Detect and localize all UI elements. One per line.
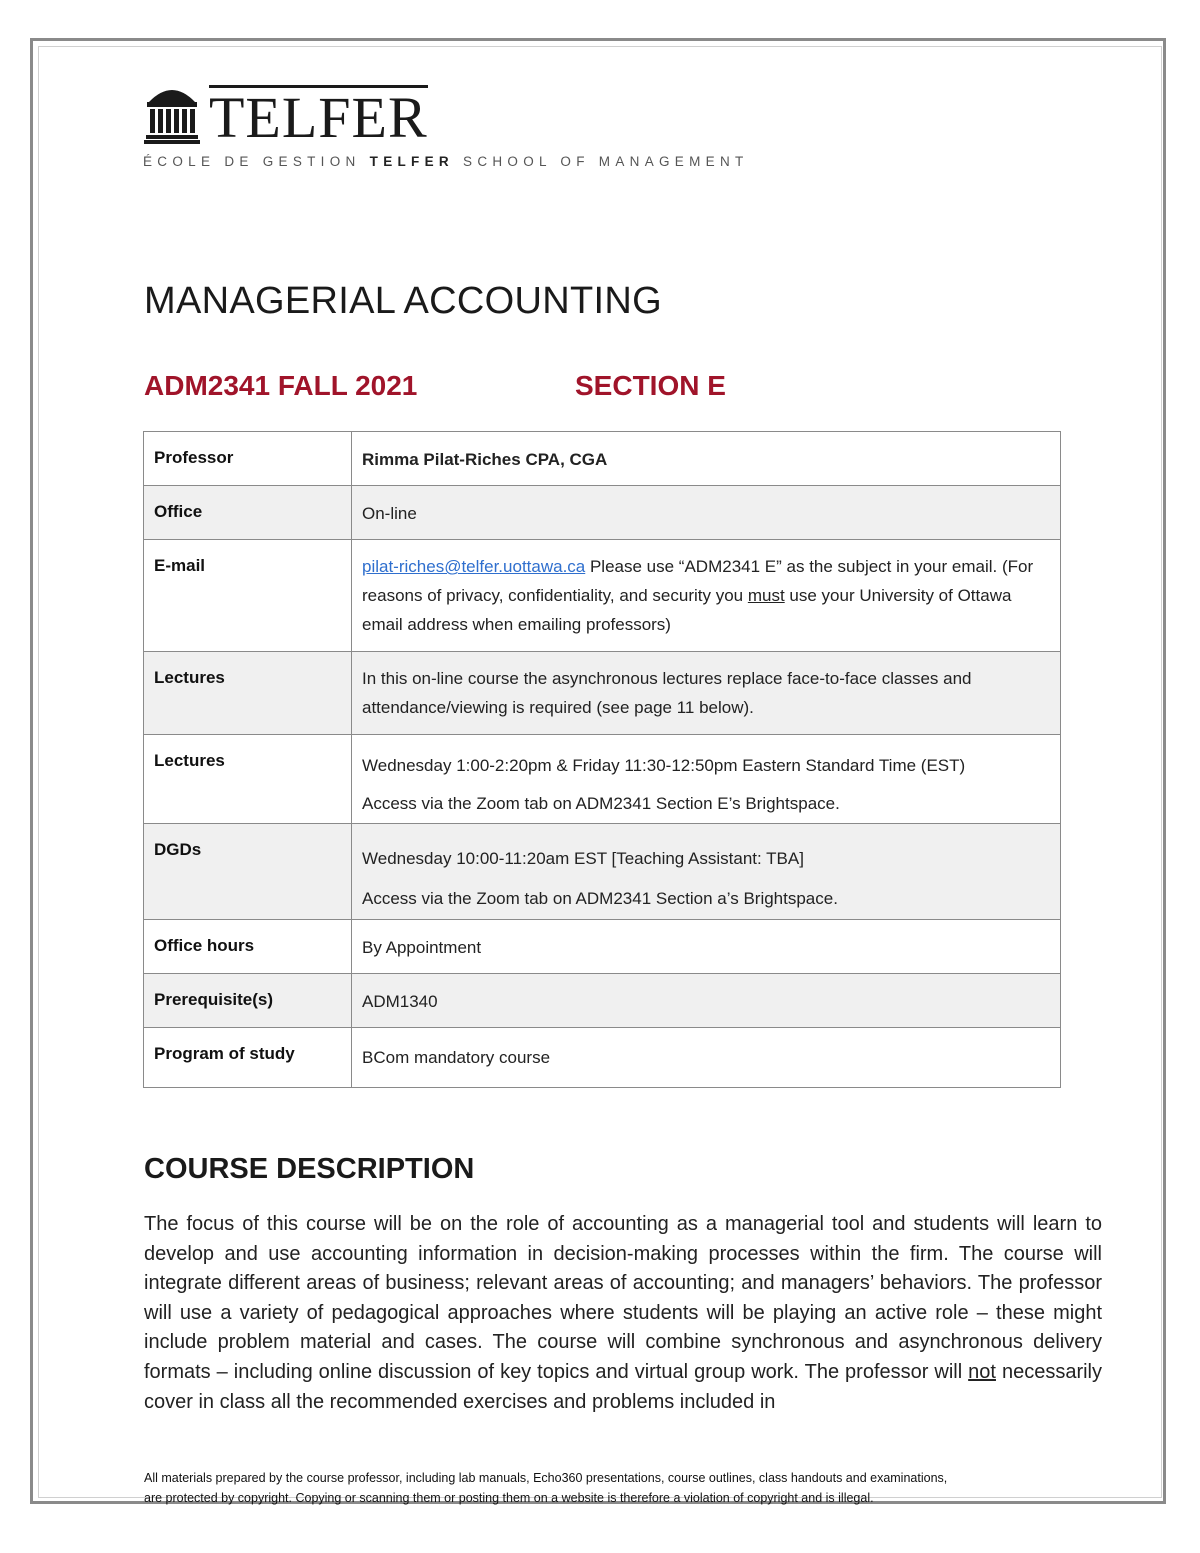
dgds-line1: Wednesday 10:00-11:20am EST [Teaching Assistant: TBA] (362, 849, 804, 868)
tagline-brand: TELFER (369, 154, 454, 169)
professor-value: Rimma Pilat-Riches CPA, CGA (352, 432, 1061, 486)
description-part-a: The focus of this course will be on the role of accounting as a managerial tool and students will learn to develop and use accounting information in decision-making processes within the firm. The course will integrate different areas of business; relevant areas of accounting; and managers’ behaviors. The professor will use a variety of pedagogical approaches where students will be playing an active role – these might include problem material and cases. The course will combine synchronous and asynchronous delivery formats – including online discussion of key topics and virtual group work. The professor will (144, 1213, 1102, 1383)
description-part-b: necessarily cover in class all the recommended exercises and problems included in (144, 1360, 1102, 1413)
course-info-table (143, 431, 1061, 1088)
email-link[interactable]: pilat-riches@telfer.uottawa.ca (362, 557, 586, 576)
building-columns-icon (143, 80, 201, 144)
course-code: ADM2341 FALL 2021 (144, 370, 418, 401)
table-row-lectures-2 (144, 735, 1061, 824)
office-label: Office (144, 486, 352, 540)
document-title: MANAGERIAL ACCOUNTING (144, 280, 662, 322)
table-row-prereq (144, 974, 1061, 1028)
lectures-schedule-value (352, 735, 1061, 824)
table-row-dgds (144, 824, 1061, 920)
course-description-heading: COURSE DESCRIPTION (144, 1153, 475, 1185)
prereq-label: Prerequisite(s) (144, 974, 352, 1028)
email-note-emph: must (747, 586, 785, 605)
email-note-b: use your University of Ottawa email address when emailing professors) (362, 586, 1012, 634)
table-row-office (144, 486, 1061, 540)
table-row-program (144, 1028, 1061, 1088)
course-description-text (144, 1210, 1102, 1417)
program-label: Program of study (144, 1028, 352, 1088)
office-value: On-line (352, 486, 1061, 540)
lectures-schedule-label: Lectures (144, 735, 352, 824)
description-emph: not (968, 1360, 996, 1383)
email-value (352, 540, 1061, 652)
lectures-schedule-line2: Access via the Zoom tab on ADM2341 Section E’s Brightspace. (362, 794, 840, 813)
table-row-email (144, 540, 1061, 652)
table-row-office-hours (144, 920, 1061, 974)
copyright-footnote (144, 1468, 1094, 1508)
dgds-label: DGDs (144, 824, 352, 920)
table-row-professor (144, 432, 1061, 486)
email-label: E-mail (144, 540, 352, 652)
lectures-value: In this on-line course the asynchronous lectures replace face-to-face classes and attendance/viewing is required (see page 11 below). (352, 652, 1061, 735)
footnote-line1: All materials prepared by the course professor, including lab manuals, Echo360 presentations, course outlines, class handouts and examinations, (144, 1471, 948, 1485)
logo-wordmark: TELFER (209, 85, 428, 150)
program-value: BCom mandatory course (352, 1028, 1061, 1088)
professor-label: Professor (144, 432, 352, 486)
email-note-a: Please use “ADM2341 E” as the subject in your email. (For reasons of privacy, confidentiality, and security you (362, 557, 1034, 605)
lectures-schedule-line1: Wednesday 1:00-2:20pm & Friday 11:30-12:50pm Eastern Standard Time (EST) (362, 756, 966, 775)
footnote-line2: are protected by copyright. Copying or scanning them or posting them on a website is therefore a violation of copyright and is illegal. (144, 1491, 874, 1505)
course-section: SECTION E (575, 370, 726, 401)
dgds-line2: Access via the Zoom tab on ADM2341 Section a’s Brightspace. (362, 889, 838, 908)
logo-tagline (143, 154, 749, 169)
dgds-value (352, 824, 1061, 920)
table-row-lectures-1 (144, 652, 1061, 735)
tagline-fr: ÉCOLE DE GESTION (143, 154, 361, 169)
office-hours-value: By Appointment (352, 920, 1061, 974)
tagline-en: SCHOOL OF MANAGEMENT (463, 154, 749, 169)
prereq-value: ADM1340 (352, 974, 1061, 1028)
telfer-logo (143, 80, 749, 169)
lectures-label: Lectures (144, 652, 352, 735)
office-hours-label: Office hours (144, 920, 352, 974)
